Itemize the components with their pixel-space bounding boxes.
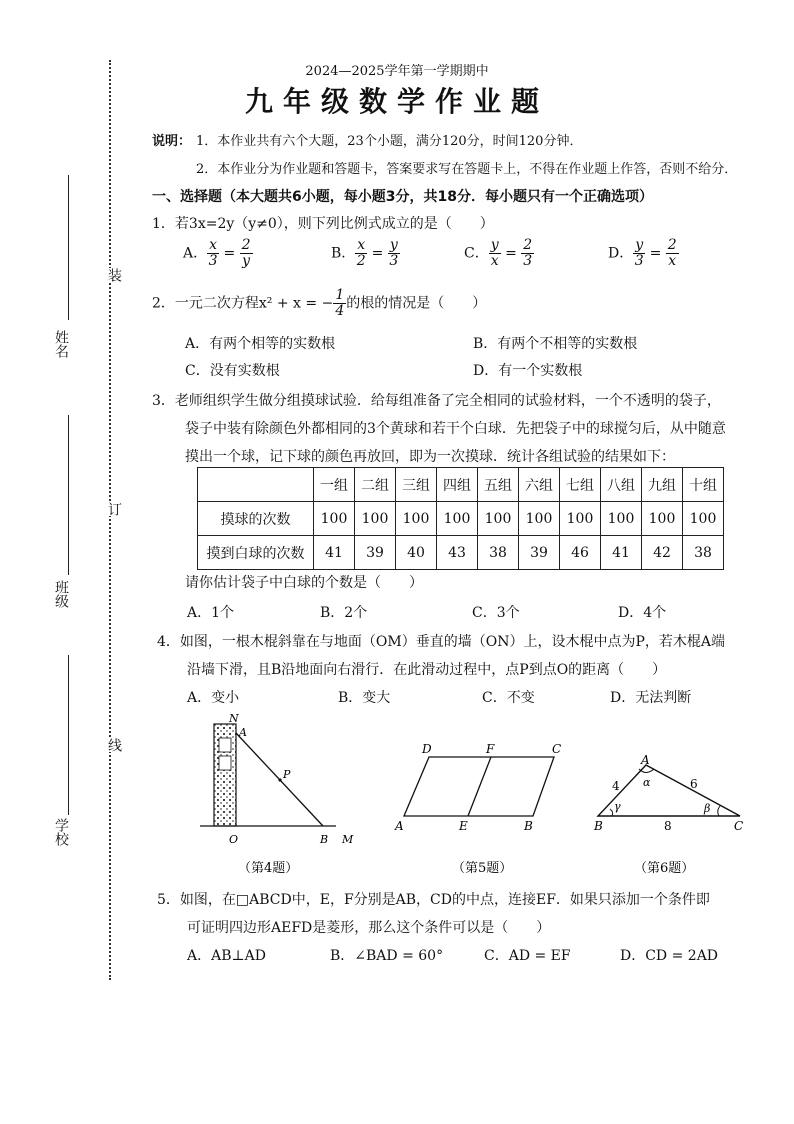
wall-block — [219, 738, 231, 752]
question-5-option-c[interactable]: C．AD = EF — [484, 948, 571, 964]
table-cell: 100 — [519, 502, 560, 536]
fraction-denominator: 3 — [523, 253, 533, 269]
question-5-line-1: 5．如图，在□ABCD中，E，F分别是AB，CD的中点，连接EF．如果只添加一个条件即 — [157, 892, 710, 908]
table-cell: 100 — [396, 502, 437, 536]
table-cell: 41 — [601, 536, 642, 570]
table-header-cell: 三组 — [396, 468, 437, 502]
table-header-cell: 一组 — [314, 468, 355, 502]
table-cell: 42 — [642, 536, 683, 570]
question-2-stem-pre: 2．一元二次方程x² + x = − — [152, 295, 334, 312]
table-cell: 100 — [355, 502, 396, 536]
figure-4-caption: （第4题） — [238, 861, 299, 876]
question-2-option-d[interactable]: D．有一个实数根 — [473, 363, 583, 379]
table-header-cell: 七组 — [560, 468, 601, 502]
fraction-numerator: 1 — [335, 287, 345, 303]
table-header-cell: 十组 — [683, 468, 724, 502]
table-cell: 41 — [314, 536, 355, 570]
question-4-option-d[interactable]: D．无法判断 — [610, 690, 692, 706]
label-m: M — [342, 833, 354, 846]
fraction-denominator: 3 — [634, 253, 644, 269]
table-cell: 38 — [478, 536, 519, 570]
class-label: 班级 — [53, 580, 69, 608]
question-3-option-d[interactable]: D．4个 — [618, 605, 667, 621]
table-cell: 100 — [642, 502, 683, 536]
side-ac-length: 6 — [690, 777, 698, 791]
figure-4 — [200, 712, 354, 876]
question-2-stem-post: 的根的情况是（ ） — [346, 295, 487, 312]
fraction-numerator: x — [209, 237, 218, 253]
label-c: C — [552, 742, 562, 756]
table-cell: 38 — [683, 536, 724, 570]
notes-label: 说明： — [152, 134, 192, 149]
fraction-numerator: x — [357, 237, 366, 253]
xian-mark: 线 — [106, 738, 122, 752]
table-cell: 40 — [396, 536, 437, 570]
side-bc-length: 8 — [664, 819, 672, 833]
ding-mark: 订 — [106, 502, 122, 516]
school-label: 学校 — [53, 818, 69, 846]
table-cell: 100 — [683, 502, 724, 536]
equals-sign: = — [645, 245, 666, 262]
fraction-denominator: 4 — [335, 303, 345, 319]
question-3-option-a[interactable]: A．1个 — [187, 605, 235, 621]
table-cell: 39 — [355, 536, 396, 570]
wall-block — [219, 756, 231, 770]
segment-ef — [468, 757, 491, 816]
label-e: E — [459, 819, 468, 833]
label-a: A — [641, 753, 650, 767]
question-2-option-a[interactable]: A．有两个相等的实数根 — [185, 336, 336, 352]
label-b: B — [594, 819, 603, 833]
fraction-denominator: 3 — [389, 253, 399, 269]
option-label: B． — [331, 245, 356, 262]
exam-subtitle: 2024—2025学年第一学期期中 — [305, 64, 489, 79]
fraction-denominator: 2 — [356, 253, 366, 269]
question-4-option-c[interactable]: C．不变 — [482, 690, 535, 706]
option-label: D． — [608, 245, 634, 262]
fraction-numerator: 2 — [523, 237, 533, 253]
table-header-cell: 五组 — [478, 468, 519, 502]
question-5-option-a[interactable]: A．AB⊥AD — [187, 948, 267, 964]
table-row-label: 摸球的次数 — [198, 502, 314, 536]
question-5-line-2: 可证明四边形AEFD是菱形，那么这个条件可以是（ ） — [187, 920, 551, 936]
label-p: P — [283, 768, 291, 781]
question-3-prompt: 请你估计袋子中白球的个数是（ ） — [185, 575, 423, 591]
equals-sign: = — [367, 245, 388, 262]
label-a: A — [395, 819, 404, 833]
fraction-numerator: 2 — [667, 237, 677, 253]
table-header-cell: 八组 — [601, 468, 642, 502]
label-f: F — [486, 742, 495, 756]
equals-sign: = — [219, 245, 240, 262]
table-cell: 100 — [560, 502, 601, 536]
question-3-option-b[interactable]: B．2个 — [320, 605, 368, 621]
figure-5 — [394, 742, 561, 876]
table-cell: 46 — [560, 536, 601, 570]
notes-line-1: 1．本作业共有六个大题，23个小题，满分120分，时间120分钟． — [196, 134, 583, 149]
fraction-denominator: x — [490, 253, 499, 269]
label-n: N — [229, 712, 239, 725]
question-3-line-1: 3．老师组织学生做分组摸球试验．给每组准备了完全相同的试验材料，一个不透明的袋子， — [152, 393, 721, 409]
label-a: A — [239, 726, 247, 739]
option-label: A． — [183, 245, 208, 262]
question-4-option-a[interactable]: A．变小 — [187, 690, 240, 706]
label-b: B — [524, 819, 533, 833]
table-header-cell: 六组 — [519, 468, 560, 502]
angle-b-arc — [610, 809, 613, 816]
table-cell: 100 — [478, 502, 519, 536]
question-3-line-3: 摸出一个球，记下球的颜色再放回，即为一次摸球．统计各组试验的结果如下： — [185, 449, 675, 465]
label-c: C — [734, 819, 744, 833]
section-heading: 一、选择题（本大题共6小题，每小题3分，共18分．每小题只有一个正确选项） — [152, 189, 653, 205]
angle-beta: β — [704, 802, 711, 815]
table-cell: 100 — [437, 502, 478, 536]
fraction-numerator: y — [490, 237, 499, 253]
question-5-option-d[interactable]: D．CD = 2AD — [620, 948, 719, 964]
page-title: 九年级数学作业题 — [244, 85, 549, 118]
angle-gamma: γ — [614, 800, 621, 813]
angle-c-arc — [718, 806, 720, 816]
figure-6 — [593, 753, 743, 876]
table-cell: 39 — [519, 536, 560, 570]
table-header-cell: 九组 — [642, 468, 683, 502]
question-4-line-1: 4．如图，一根木棍斜靠在与地面（OM）垂直的墙（ON）上，设木棍中点为P，若木棍A端 — [157, 634, 725, 650]
question-2-option-c[interactable]: C．没有实数根 — [185, 363, 280, 379]
fraction-denominator: y — [242, 253, 251, 269]
figure-6-caption: （第6题） — [634, 861, 695, 876]
fraction-numerator: 2 — [241, 237, 251, 253]
table-cell: 100 — [601, 502, 642, 536]
equals-sign: = — [500, 245, 522, 262]
fraction-denominator: 3 — [208, 253, 218, 269]
fraction-denominator: x — [668, 253, 677, 269]
table-cell: 43 — [437, 536, 478, 570]
fraction-numerator: y — [635, 237, 644, 253]
label-o: O — [229, 833, 239, 846]
table-header-cell: 二组 — [355, 468, 396, 502]
zhuang-mark: 装 — [106, 268, 122, 282]
question-1-stem: 1．若3x=2y（y≠0），则下列比例式成立的是（ ） — [152, 216, 494, 232]
question-4-line-2: 沿墙下滑，且B沿地面向右滑行．在此滑动过程中，点P到点O的距离（ ） — [187, 662, 667, 678]
table-cell: 100 — [314, 502, 355, 536]
question-5-option-b[interactable]: B．∠BAD = 60° — [330, 948, 444, 964]
name-label: 姓名 — [53, 330, 69, 358]
table-row-label: 摸到白球的次数 — [198, 536, 314, 570]
question-3-option-c[interactable]: C．3个 — [472, 605, 520, 621]
side-ab-length: 4 — [612, 779, 620, 793]
point-p — [278, 778, 281, 781]
question-4-option-b[interactable]: B．变大 — [338, 690, 391, 706]
question-3-line-2: 袋子中装有除颜色外都相同的3个黄球和若干个白球．先把袋子中的球搅匀后，从中随意 — [185, 421, 726, 437]
angle-alpha: α — [643, 776, 651, 789]
label-b: B — [320, 833, 329, 846]
notes-line-2: 2．本作业分为作业题和答题卡，答案要求写在答题卡上，不得在作业题上作答，否则不给分． — [196, 162, 738, 177]
fraction-numerator: y — [389, 237, 398, 253]
option-label: C． — [464, 245, 489, 262]
label-d: D — [422, 742, 432, 756]
figure-5-caption: （第5题） — [452, 861, 513, 876]
table-header-cell: 四组 — [437, 468, 478, 502]
question-2-option-b[interactable]: B．有两个不相等的实数根 — [473, 336, 638, 352]
